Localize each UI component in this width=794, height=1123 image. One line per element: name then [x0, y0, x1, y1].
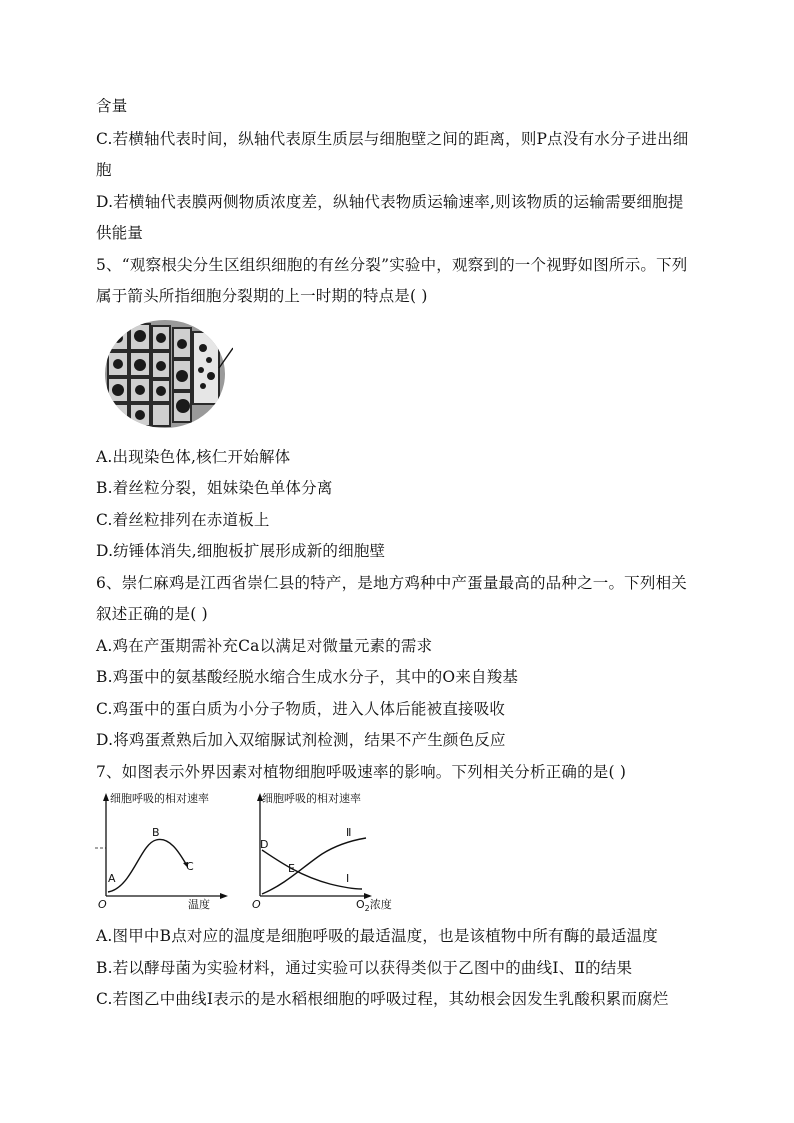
- point-label-a: A: [108, 872, 116, 885]
- text-line: 叙述正确的是( ): [96, 605, 208, 623]
- text-line: 胞: [96, 161, 112, 179]
- option-5d: D.纺锤体消失,细胞板扩展形成新的细胞壁: [96, 542, 386, 560]
- option-6a: A.鸡在产蛋期需补充Ca以满足对微量元素的需求: [96, 637, 433, 655]
- graph-temperature: [92, 788, 242, 914]
- origin-label: O: [98, 898, 107, 911]
- question-5-stem: 5、“观察根尖分生区组织细胞的有丝分裂”实验中，观察到的一个视野如图所示。下列: [96, 256, 688, 274]
- origin-label: O: [252, 898, 261, 911]
- text-line: C.若横轴代表时间，纵轴代表原生质层与细胞壁之间的距离，则P点没有水分子进出细: [96, 130, 689, 148]
- option-7a: A.图甲中B点对应的温度是细胞呼吸的最适温度，也是该植物中所有酶的最适温度: [96, 927, 658, 945]
- point-label-e: E: [288, 862, 295, 875]
- option-6c: C.鸡蛋中的蛋白质为小分子物质，进入人体后能被直接吸收: [96, 700, 506, 718]
- text-line: D.若横轴代表膜两侧物质浓度差，纵轴代表物质运输速率,则该物质的运输需要细胞提: [96, 193, 684, 211]
- option-5b: B.着丝粒分裂，姐妹染色单体分离: [96, 479, 333, 497]
- text-line: 属于箭头所指细胞分裂期的上一时期的特点是( ): [96, 287, 428, 305]
- point-label-c: C: [186, 860, 194, 873]
- text-line: 供能量: [96, 224, 144, 242]
- text-line: 含量: [96, 97, 128, 115]
- option-6d: D.将鸡蛋煮熟后加入双缩脲试剂检测，结果不产生颜色反应: [96, 731, 506, 749]
- x-axis-label: 温度: [188, 898, 210, 911]
- question-6-stem: 6、崇仁麻鸡是江西省崇仁县的特产，是地方鸡种中产蛋量最高的品种之一。下列相关: [96, 574, 687, 592]
- option-6b: B.鸡蛋中的氨基酸经脱水缩合生成水分子，其中的O来自羧基: [96, 668, 519, 686]
- option-7b: B.若以酵母菌为实验材料，通过实验可以获得类似于乙图中的曲线Ⅰ、Ⅱ的结果: [96, 959, 633, 977]
- point-label-b: B: [152, 826, 160, 839]
- point-label-d: D: [260, 838, 269, 851]
- microscope-image: [103, 318, 233, 430]
- option-5a: A.出现染色体,核仁开始解体: [96, 448, 291, 466]
- x-axis-label: $O_2$浓度: [356, 898, 392, 913]
- y-axis-label: 细胞呼吸的相对速率: [110, 792, 209, 805]
- y-axis-label: 细胞呼吸的相对速率: [262, 792, 361, 805]
- question-7-stem: 7、如图表示外界因素对植物细胞呼吸速率的影响。下列相关分析正确的是( ): [96, 763, 627, 781]
- option-5c: C.着丝粒排列在赤道板上: [96, 511, 270, 529]
- curve-label-ii: Ⅱ: [346, 826, 352, 839]
- option-7c: C.若图乙中曲线Ⅰ表示的是水稻根细胞的呼吸过程，其幼根会因发生乳酸积累而腐烂: [96, 990, 669, 1008]
- curve-label-i: Ⅰ: [346, 872, 350, 885]
- graph-oxygen: [250, 788, 410, 914]
